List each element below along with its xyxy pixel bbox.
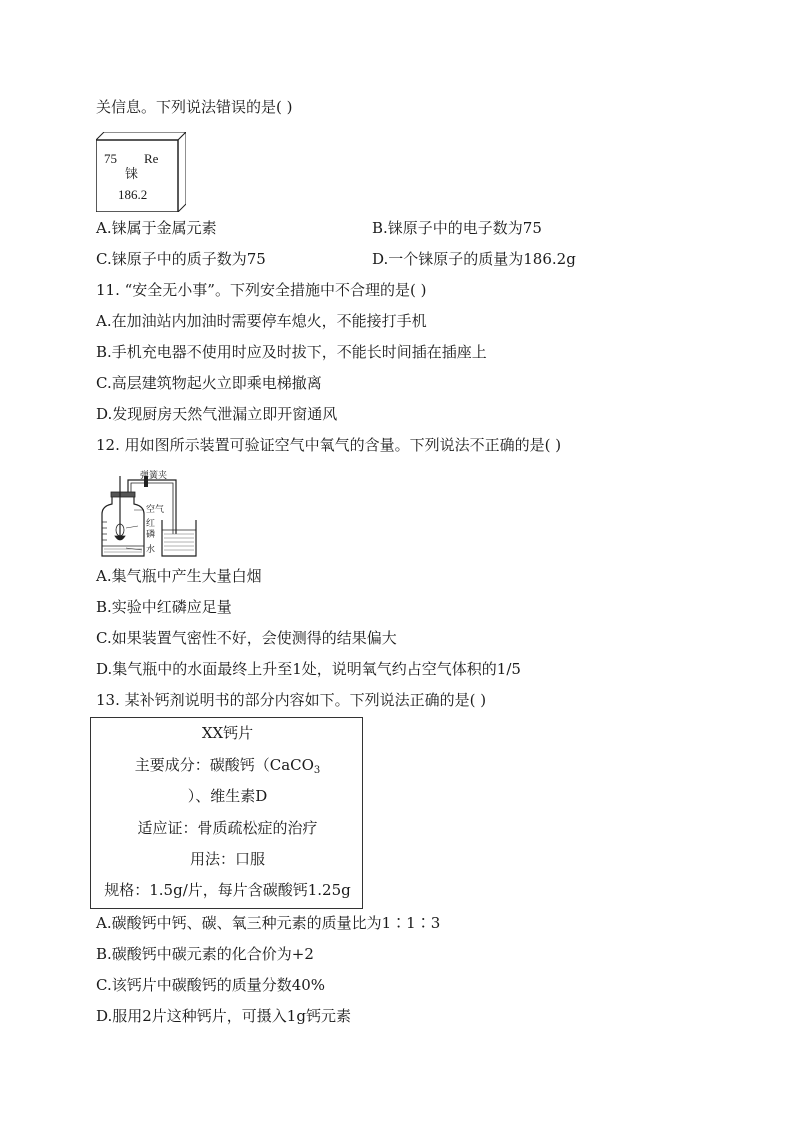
question-stem-continuation: 关信息。下列说法错误的是( ) — [96, 98, 293, 116]
medicine-label-box — [90, 717, 363, 909]
label-clamp: 弹簧夹 — [140, 471, 168, 481]
label-indication: 适应证：骨质疏松症的治疗 — [137, 819, 318, 837]
q12-option-b: B.实验中红磷应足量 — [96, 598, 232, 616]
atomic-mass: 186.2 — [118, 187, 148, 202]
label-usage: 用法：口服 — [189, 850, 265, 868]
ingredients-prefix: 主要成分：碳酸钙（ — [134, 756, 270, 774]
label-ingredients — [91, 755, 364, 781]
oxygen-experiment-figure — [96, 472, 206, 558]
option-d: D.一个铼原子的质量为186.2g — [372, 250, 576, 268]
label-spec: 规格：1.5g/片，每片含碳酸钙1.25g — [104, 881, 351, 899]
option-c: C.铼原子中的质子数为75 — [96, 250, 266, 268]
q13-option-a: A.碳酸钙中钙、碳、氧三种元素的质量比为1∶1∶3 — [96, 914, 441, 932]
ingredients-formula: CaCO — [269, 756, 314, 774]
label-air: 空气 — [146, 505, 165, 515]
q11-option-c: C.高层建筑物起火立即乘电梯撤离 — [96, 374, 322, 392]
q12-stem: 12. 用如图所示装置可验证空气中氧气的含量。下列说法不正确的是( ) — [96, 436, 562, 454]
element-card — [96, 132, 186, 212]
option-a: A.铼属于金属元素 — [96, 219, 217, 237]
q13-option-c: C.该钙片中碳酸钙的质量分数40% — [96, 976, 326, 994]
q13-option-d: D.服用2片这种钙片，可摄入1g钙元素 — [96, 1007, 351, 1025]
label-ingredients-cont: ）、维生素D — [187, 787, 268, 805]
element-symbol: Re — [144, 151, 159, 166]
label-water: 水 — [146, 545, 156, 555]
q11-option-b: B.手机充电器不使用时应及时拔下，不能长时间插在插座上 — [96, 343, 487, 361]
label-red: 红 — [146, 519, 156, 529]
q13-stem: 13. 某补钙剂说明书的部分内容如下。下列说法正确的是( ) — [96, 691, 487, 709]
q12-option-c: C.如果装置气密性不好，会使测得的结果偏大 — [96, 629, 397, 647]
q11-option-a: A.在加油站内加油时需要停车熄火，不能接打手机 — [96, 312, 427, 330]
q13-option-b: B.碳酸钙中碳元素的化合价为+2 — [96, 945, 314, 963]
label-title: XX钙片 — [201, 724, 254, 742]
q11-option-d: D.发现厨房天然气泄漏立即开窗通风 — [96, 405, 338, 423]
q11-stem: 11. “安全无小事”。下列安全措施中不合理的是( ) — [96, 281, 427, 299]
element-name: 铼 — [125, 166, 139, 181]
q12-option-d: D.集气瓶中的水面最终上升至1处，说明氧气约占空气体积的1/5 — [96, 660, 521, 678]
option-b: B.铼原子中的电子数为75 — [372, 219, 542, 237]
label-phosphorus: 磷 — [146, 530, 156, 540]
ingredients-formula-subscript: 3 — [313, 765, 321, 776]
atomic-number: 75 — [104, 151, 117, 166]
q12-option-a: A.集气瓶中产生大量白烟 — [96, 567, 262, 585]
